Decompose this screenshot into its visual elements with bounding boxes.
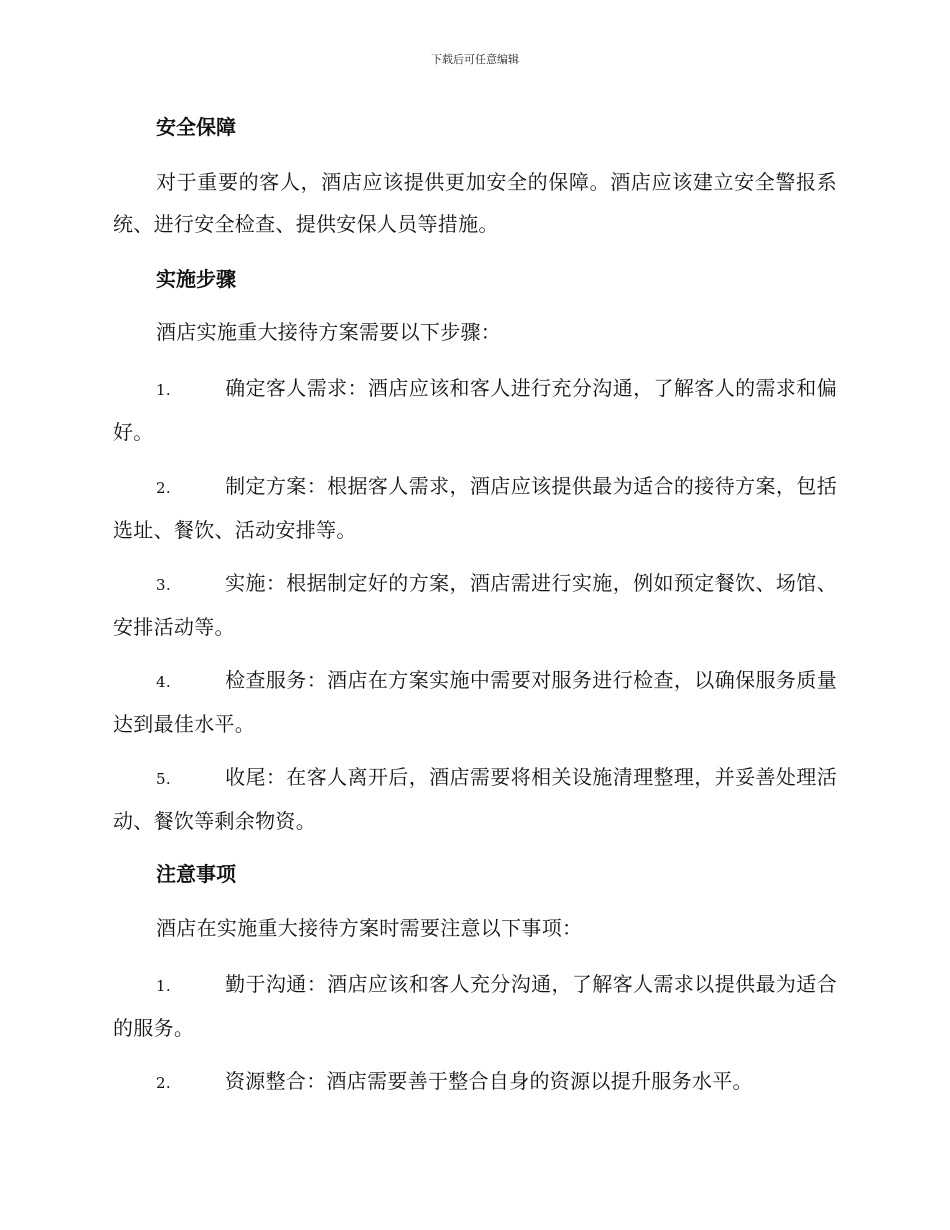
list-item [113,756,837,842]
list-item [113,367,837,453]
list-item [113,562,837,648]
section-title-steps: 实施步骤 [156,267,236,291]
list-item [113,465,837,551]
section-intro-steps: 酒店实施重大接待方案需要以下步骤： [156,320,502,344]
list-item-number: 3. [156,576,171,594]
section-body-safety: 对于重要的客人，酒店应该提供更加安全的保障。酒店应该建立安全警报系统、进行安全检查、提供安保人员等措施。 [113,170,837,236]
list-item-number: 1. [156,977,171,995]
section-intro-notes: 酒店在实施重大接待方案时需要注意以下事项： [156,916,583,940]
section-title-notes: 注意事项 [156,862,236,886]
list-item-text: 制定方案：根据客人需求，酒店应该提供最为适合的接待方案，包括选址、餐饮、活动安排等。 [113,474,837,542]
list-item [113,1060,837,1104]
list-item-text: 勤于沟通：酒店应该和客人充分沟通，了解客人需求以提供最为适合的服务。 [113,972,837,1040]
list-item-text: 实施：根据制定好的方案，酒店需进行实施，例如预定餐饮、场馆、安排活动等。 [113,571,837,639]
list-item [113,659,837,745]
list-item-number: 5. [156,770,171,788]
list-item-number: 4. [156,673,171,691]
list-item-text: 确定客人需求：酒店应该和客人进行充分沟通，了解客人的需求和偏好。 [113,376,837,444]
list-item-text: 检查服务：酒店在方案实施中需要对服务进行检查，以确保服务质量达到最佳水平。 [113,668,837,736]
list-item [113,963,837,1049]
list-item-number: 2. [156,479,171,497]
section-title-safety: 安全保障 [156,115,236,139]
list-item-text: 收尾：在客人离开后，酒店需要将相关设施清理整理，并妥善处理活动、餐饮等剩余物资。 [113,765,837,833]
page-header-note: 下载后可任意编辑 [431,53,519,66]
list-item-number: 2. [156,1074,171,1092]
list-item-text: 资源整合：酒店需要善于整合自身的资源以提升服务水平。 [225,1069,753,1093]
list-item-number: 1. [156,381,171,399]
